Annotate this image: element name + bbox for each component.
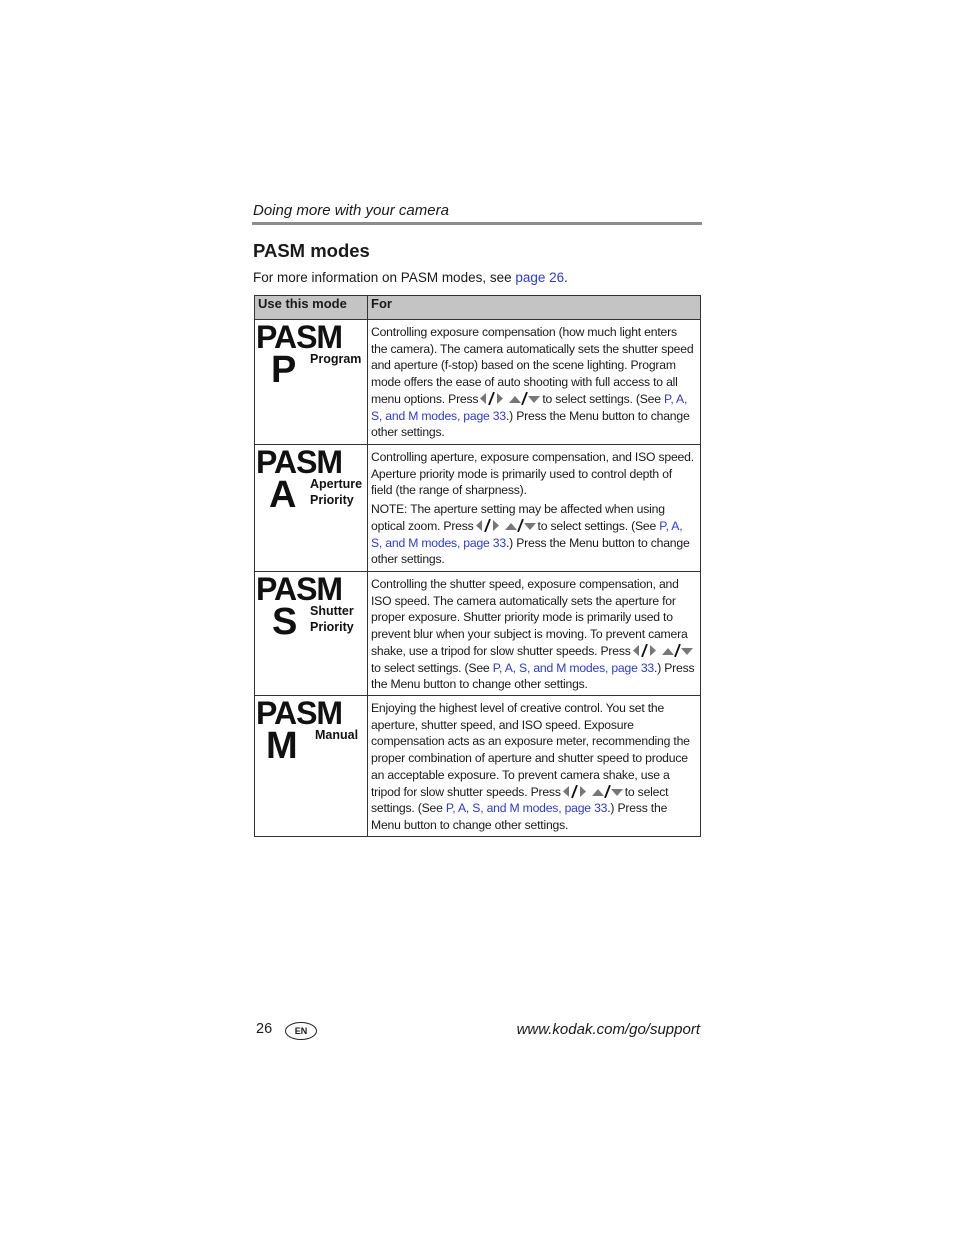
- mode-icon-cell: [255, 320, 368, 445]
- running-head: Doing more with your camera: [253, 202, 449, 219]
- navigation-buttons-icon: [476, 519, 536, 532]
- mode-icon-cell: [255, 572, 368, 696]
- mode-a-icon: A: [269, 474, 297, 516]
- column-header-mode: Use this mode: [255, 296, 368, 320]
- pasm-dial-icon: PASM: [256, 571, 343, 607]
- mode-label-line2: Priority: [310, 620, 354, 634]
- mode-description: Enjoying the highest level of creative control. You set the aperture, shutter speed, and ISO speed. Exposure compensation acts as an exposure meter, recommending the proper combination of aperture and shutter speed to produce an acceptable exposure. To prevent camera shake, use a tripod for slow shutter speeds. Press to select settings. (See P, A, S, and M modes, page 33.) Press the Menu button to change other settings.: [368, 696, 701, 837]
- pasm-modes-link[interactable]: P, A, S, and M modes, page 33: [445, 801, 608, 816]
- intro-text: For more information on PASM modes, see: [253, 270, 516, 285]
- mode-description: Controlling aperture, exposure compensation, and ISO speed. Aperture priority mode is primarily used to control depth of field (the range of sharpness). NOTE: The aperture setting may be affected when using optical zoom. Press to select settings. (See P, A, S, and M modes, page 33.) Press the Menu button to change other settings.: [368, 445, 701, 572]
- mode-label-line2: Priority: [310, 493, 354, 507]
- mode-m-icon: M: [266, 725, 298, 767]
- table-row: [255, 320, 701, 445]
- navigation-buttons-icon: [633, 644, 693, 657]
- pasm-modes-link[interactable]: P, A, S, and M modes, page 33: [492, 660, 655, 675]
- pasm-modes-link[interactable]: P, A, S, and M modes, page 33: [371, 391, 688, 423]
- pasm-dial-icon: PASM: [256, 695, 343, 731]
- mode-icon-cell: [255, 696, 368, 837]
- page-26-link[interactable]: page 26: [515, 270, 565, 285]
- mode-label: Program: [310, 352, 362, 366]
- section-title: PASM modes: [253, 240, 370, 261]
- support-url[interactable]: www.kodak.com/go/support: [516, 1021, 700, 1038]
- table-header-row: [255, 296, 701, 320]
- table-row: [255, 445, 701, 572]
- intro-paragraph: [253, 270, 568, 285]
- page-number: 26: [256, 1021, 273, 1037]
- navigation-buttons-icon: [480, 392, 540, 405]
- pasm-dial-icon: PASM: [256, 319, 343, 355]
- pasm-dial-icon: PASM: [256, 444, 343, 480]
- pasm-modes-table: [254, 295, 701, 837]
- table-row: [255, 572, 701, 696]
- mode-icon-cell: [255, 445, 368, 572]
- table-row: [255, 696, 701, 837]
- mode-label: Manual: [315, 728, 359, 742]
- header-rule: [252, 222, 702, 225]
- mode-label: Shutter: [310, 604, 354, 618]
- pasm-modes-link[interactable]: P, A, S, and M modes, page 33: [371, 518, 683, 550]
- column-header-for: For: [368, 296, 701, 320]
- mode-description: Controlling exposure compensation (how much light enters the camera). The camera automatically sets the shutter speed and aperture (f-stop) based on the scene lighting. Program mode offers the ease of auto shooting with full access to all menu options. Press to select settings. (See P, A, S, and M modes, page 33.) Press the Menu button to change other settings.: [368, 320, 701, 445]
- navigation-buttons-icon: [563, 785, 623, 798]
- intro-end: .: [564, 270, 568, 285]
- mode-p-icon: P: [271, 349, 297, 391]
- mode-s-icon: S: [272, 601, 298, 643]
- mode-label: Aperture: [310, 477, 363, 491]
- mode-description: Controlling the shutter speed, exposure compensation, and ISO speed. The camera automatically sets the aperture for proper exposure. Shutter priority mode is primarily used to prevent blur when your subject is moving. To prevent camera shake, use a tripod for slow shutter speeds. Pressto select settings. (See P, A, S, and M modes, page 33.) Press the Menu button to change other settings.: [368, 572, 701, 696]
- language-badge: EN: [285, 1022, 317, 1040]
